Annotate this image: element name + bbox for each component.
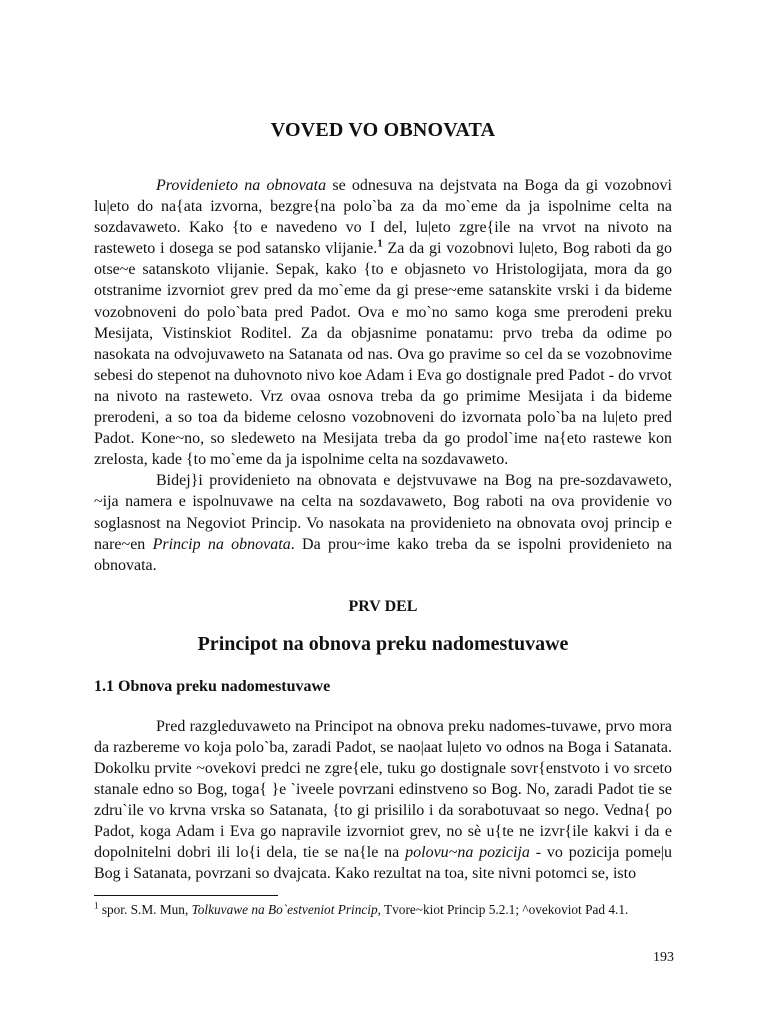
footnote-text-b: , Tvore~kiot Princip 5.2.1; ^ovekoviot Pad 4.1. (377, 902, 629, 917)
intro-paragraph-2-italic: Princip na obnovata (152, 535, 291, 553)
footnote-italic-title: Tolkuvawe na Bo`estveniot Princip (191, 902, 378, 917)
section-heading: 1.1 Obnova preku nadomestuvawe (94, 677, 331, 695)
intro-paragraph-1-text-a: se odnesuva na dejstvata na Boga da gi vozobnovi lu|eto do na{ata izvorna, bezgre{na polo`ba za da mo`eme da ja ispolnime celta na sozdavaweto. Kako {to e navedeno vo I del, lu|eto zgre{ile na vrvot na nivoto na rasteweto i dosega se pod satansko vlijanie. (94, 177, 673, 258)
section-paragraph-1-text-a: Pred razgleduvaweto na Principot na obnova preku nadomes-tuvawe, prvo mora da razbereme vo koja polo`ba, zaradi Padot, se nao|aat lu|eto vo odnos na Boga i Satanata. Dokolku prvite ~ovekovi predci ne zgre{ele, tuku go dostignale sovr{enstvoto i vo srceto stanale edno so Bog, toga{ }e `iveele povrzani edinstveno so Bog. No, zaradi Padot tie se zdru`ile vo krvna vrska so Satanata, {to gi prisililo i da sorabotuvaat so nego. Vedna{ po Padot, koga Adam i Eva go napravile izvorniot grev, no sè u{te ne izvr{ile kakvi i da e dopolnitelni dobri ili lo{i dela, tie se na{le na (94, 717, 672, 862)
chapter-title: VOVED VO OBNOVATA (270, 119, 496, 141)
intro-paragraph-2-text-a: Bidej}i providenieto na obnovata e dejstvuvawe na Bog na pre-sozdavaweto, ~ija namera e ispolnuvawe na celta na sozdavaweto, Bog raboti na ova providenie vo soglasnost na Negoviot Princip. Vo nasokata na providenieto na obnovata ovoj princip e nare~en (94, 472, 672, 553)
footnote-reference[interactable]: 1 (377, 237, 383, 250)
section-paragraph-1-text-b: - vo pozicija pome|u Bog i Satanata, povrzani so dvajcata. Kako rezultat na toa, site nivni potomci se, isto (94, 844, 673, 883)
intro-paragraph-2-text-b: . Da prou~ime kako treba da se ispolni providenieto na obnovata. (94, 535, 673, 574)
part-label: PRV DEL (348, 597, 418, 615)
footnote-text-a: spor. S.M. Mun, (98, 902, 192, 917)
part-title: Principot na obnova preku nadomestuvawe (197, 632, 569, 655)
footnote-mark: 1 (94, 900, 99, 911)
intro-paragraph-1 (94, 175, 672, 470)
page-body (94, 118, 672, 885)
section-paragraph-1-italic: polovи~na pozicija (405, 844, 530, 862)
intro-paragraph-2 (94, 470, 672, 575)
intro-italic-lead: Providenieto na obnovata (156, 177, 327, 194)
footnote-divider (94, 895, 278, 896)
section-paragraph-1 (94, 716, 672, 885)
intro-paragraph-1-text-b: Za da gi vozobnovi lu|eto, Bog raboti da go otse~e satanskoto vlijanie. Sepak, kako {to e objasneto vo Hristologijata, mora da go otstranime izvorniot grev pred da mo`eme da gi prese~eme satanskite vrski i da bideme vozobnoveni do polo`bata pred Padot. Ova e mo`no samo koga sme prerodeni preku Mesijata, Vistinskiot Roditel. Za da objasnime ponatamu: prvo treba da odime po nasokata na odvojuvaweto na Satanata od nas. Ova go pravime so cel da se vozobnovime sebesi do stepenot na duhovnoto nivo koe Adam i Eva go dostignale pred Padot - do vrvot na nivoto na rasteweto. Vrz ovaa osnova treba da go primime Mesijata i da bideme prerodeni, a so toa da bideme celosno vozobnoveni do izvornata polo`ba na lu|eto pred Padot. Kone~no, so sledeweto na Mesijata treba da go prodol`ime na{eto rastewe kon zrelosta, kade {to mo`eme da ja ispolnime celta na sozdavaweto. (94, 240, 672, 469)
footnote (94, 900, 672, 919)
page-number: 193 (653, 950, 674, 965)
